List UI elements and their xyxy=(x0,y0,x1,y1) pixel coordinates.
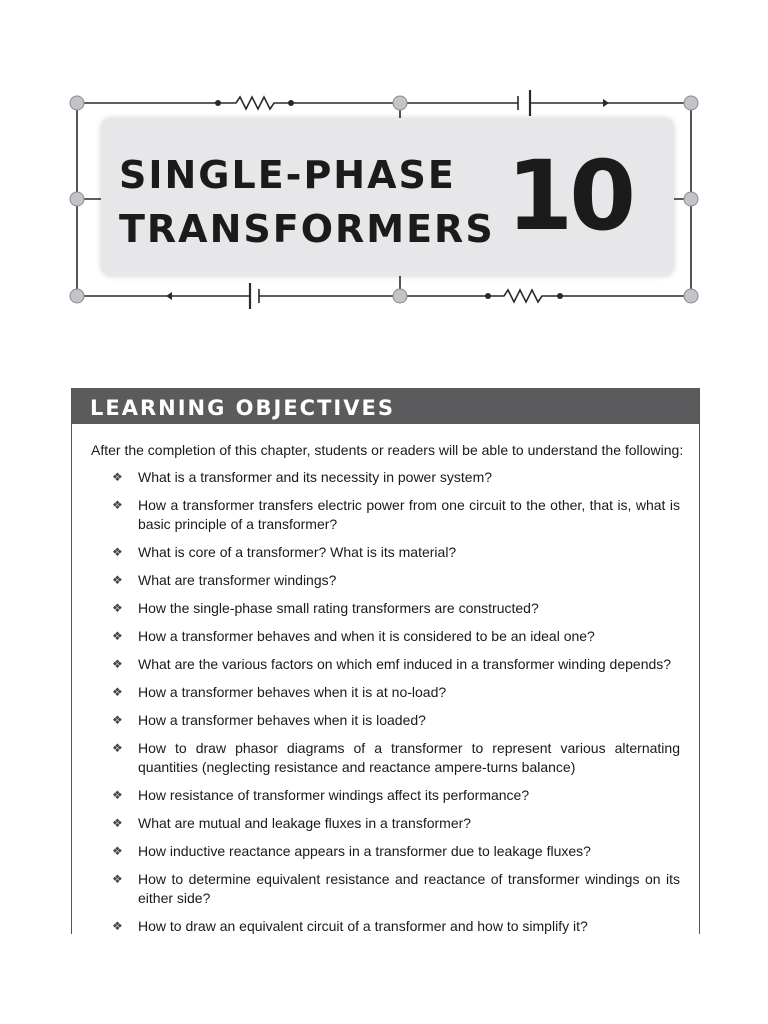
chapter-title xyxy=(119,148,495,256)
diamond-bullet-icon: ❖ xyxy=(112,919,123,933)
list-item: ❖ How a transformer behaves when it is loaded? xyxy=(112,712,426,728)
list-item: ❖ How to determine equivalent resistance and reactance of transformer windings on its either side? xyxy=(112,871,680,906)
list-item: ❖ How inductive reactance appears in a transformer due to leakage fluxes? xyxy=(112,843,591,859)
list-item: ❖ How to draw phasor diagrams of a transformer to represent various alternating quantities (neglecting resistance and reactance ampere-turns balance) xyxy=(112,740,680,775)
list-item: ❖ What is a transformer and its necessity in power system? xyxy=(112,469,493,485)
list-item: ❖ How a transformer behaves when it is at no-load? xyxy=(112,684,447,700)
diamond-bullet-icon: ❖ xyxy=(112,573,123,587)
diamond-bullet-icon: ❖ xyxy=(112,470,123,484)
diamond-bullet-icon: ❖ xyxy=(112,601,123,615)
diamond-bullet-icon: ❖ xyxy=(112,816,123,830)
learning-objectives-heading: LEARNING OBJECTIVES xyxy=(72,388,699,424)
objectives-list xyxy=(112,468,680,945)
diamond-bullet-icon: ❖ xyxy=(112,741,123,755)
diamond-bullet-icon: ❖ xyxy=(112,713,123,727)
diamond-bullet-icon: ❖ xyxy=(112,545,123,559)
list-item: ❖ What are mutual and leakage fluxes in a transformer? xyxy=(112,815,472,831)
learning-objectives-intro: After the completion of this chapter, students or readers will be able to understand the following: xyxy=(91,442,684,458)
diamond-bullet-icon: ❖ xyxy=(112,844,123,858)
learning-objectives-section xyxy=(71,388,700,934)
diamond-bullet-icon: ❖ xyxy=(112,498,123,512)
list-item: ❖ How to draw an equivalent circuit of a transformer and how to simplify it? xyxy=(112,918,588,934)
diamond-bullet-icon: ❖ xyxy=(112,657,123,671)
chapter-title-box xyxy=(101,118,674,276)
diamond-bullet-icon: ❖ xyxy=(112,685,123,699)
diamond-bullet-icon: ❖ xyxy=(112,872,123,886)
list-item: ❖ How a transformer behaves and when it is considered to be an ideal one? xyxy=(112,628,595,644)
diamond-bullet-icon: ❖ xyxy=(112,629,123,643)
chapter-title-line-1: SINGLE-PHASE xyxy=(119,153,456,197)
chapter-number: 10 xyxy=(506,140,632,252)
diamond-bullet-icon: ❖ xyxy=(112,788,123,802)
list-item: ❖ What are transformer windings? xyxy=(112,572,337,588)
list-item: ❖ How resistance of transformer windings affect its performance? xyxy=(112,787,530,803)
list-item: ❖ How the single-phase small rating transformers are constructed? xyxy=(112,600,539,616)
list-item: ❖ How a transformer transfers electric power from one circuit to the other, that is, what is basic principle of a transformer? xyxy=(112,497,680,532)
chapter-title-line-2: TRANSFORMERS xyxy=(119,207,495,251)
list-item: ❖ What is core of a transformer? What is its material? xyxy=(112,544,457,560)
list-item: ❖ What are the various factors on which emf induced in a transformer winding depends? xyxy=(112,656,672,672)
